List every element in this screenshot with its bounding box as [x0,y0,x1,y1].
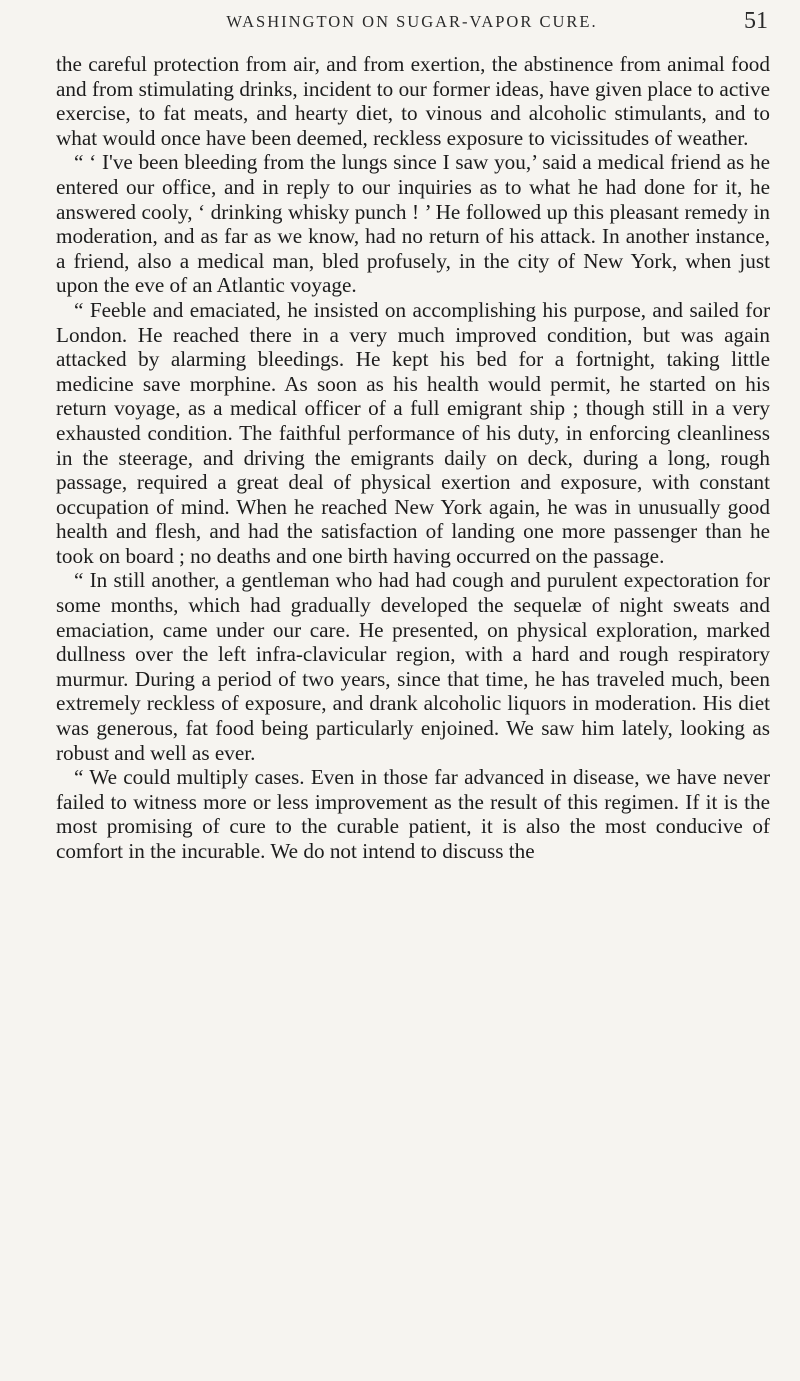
paragraph: “ Feeble and emaciated, he insisted on accomplishing his purpose, and sailed for London. He reached there in a very much improved condition, but was again attacked by alarming bleedings. He kept his bed for a fortnight, taking little medicine save morphine. As soon as his health would permit, he started on his return voyage, as a medical officer of a full emigrant ship ; though still in a very exhausted condition. The faithful performance of his duty, in enforcing cleanliness in the steerage, and driving the emigrants daily on deck, during a long, rough passage, required a great deal of physical exertion and exposure, with constant occupation of mind. When he reached New York again, he was in unusually good health and flesh, and had the satisfaction of landing one more passenger than he took on board ; no deaths and one birth having occurred on the passage. [56,297,770,568]
paragraph: “ We could multiply cases. Even in those far advanced in disease, we have never failed to witness more or less improvement as the result of this regimen. If it is the most promising of cure to the curable patient, it is also the most conducive of comfort in the incurable. We do not intend to discuss the [56,765,770,863]
paragraph: the careful protection from air, and from exertion, the abstinence from animal food and from stimulating drinks, incident to our former ideas, have given place to active exercise, to fat meats, and hearty diet, to vinous and alcoholic stimulants, and to what would once have been deemed, reckless exposure to vicissitudes of weather. [56,52,770,150]
page-number: 51 [744,8,768,34]
paragraph: “ ‘ I've been bleeding from the lungs since I saw you,’ said a medical friend as he entered our office, and in reply to our inquiries as to what he had done for it, he answered cooly, ‘ drinking whisky punch ! ’ He followed up this pleasant remedy in moderation, and as far as we know, had no return of his attack. In another instance, a friend, also a medical man, bled profusely, in the city of New York, when just upon the eve of an Atlantic voyage. [56,150,770,298]
body-text [56,52,770,864]
running-title: WASHINGTON ON SUGAR-VAPOR CURE. [226,12,598,31]
running-head [56,8,768,38]
paragraph: “ In still another, a gentleman who had had cough and purulent expectoration for some months, which had gradually developed the sequelæ of night sweats and emaciation, came under our care. He presented, on physical exploration, marked dullness over the left infra-clavicular region, with a hard and rough respiratory murmur. During a period of two years, since that time, he has traveled much, been extremely reckless of exposure, and drank alcoholic liquors in moderation. His diet was generous, fat food being particularly enjoined. We saw him lately, looking as robust and well as ever. [56,568,770,765]
